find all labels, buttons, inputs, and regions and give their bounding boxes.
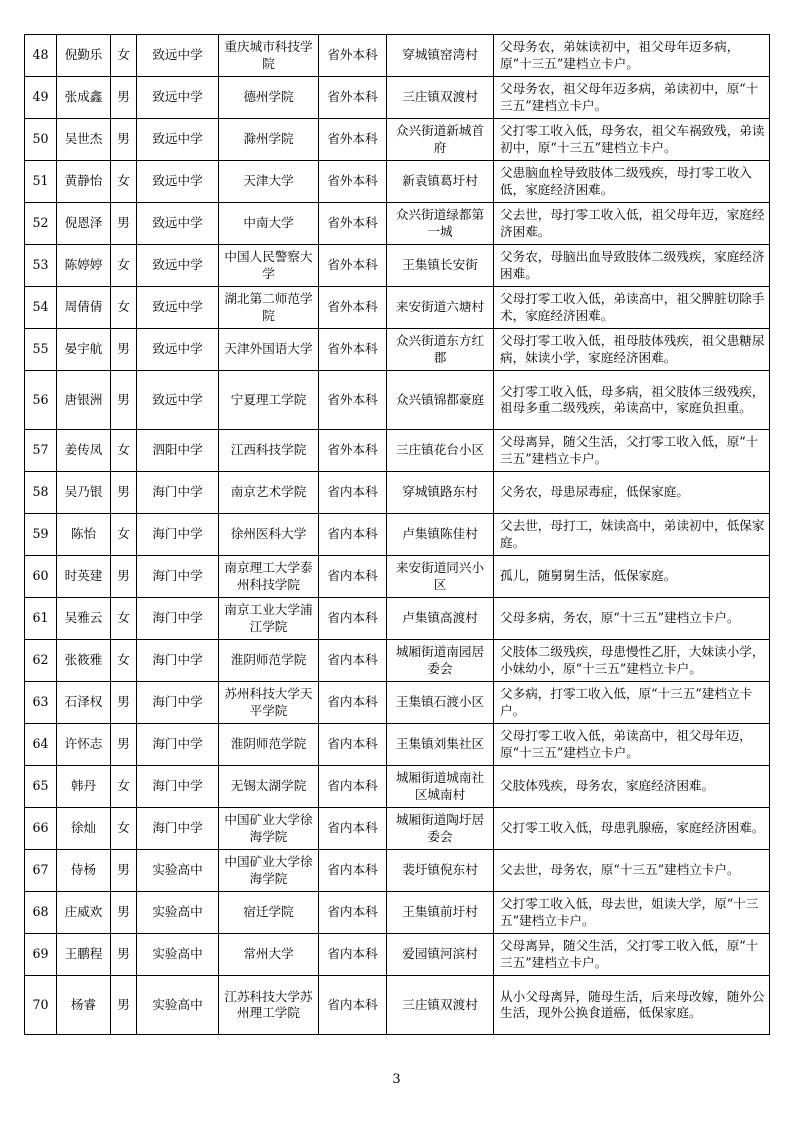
row-number: 53	[25, 245, 57, 287]
row-number: 65	[25, 766, 57, 808]
high-school: 海门中学	[137, 682, 219, 724]
admission-level: 省内本科	[319, 514, 387, 556]
home-address: 卢集镇高渡村	[387, 598, 494, 640]
university: 中南大学	[219, 203, 319, 245]
high-school: 致远中学	[137, 245, 219, 287]
table-row	[25, 430, 770, 472]
home-address: 新袁镇葛圩村	[387, 161, 494, 203]
table-row	[25, 119, 770, 161]
student-aid-table	[24, 34, 770, 1035]
admission-level: 省外本科	[319, 287, 387, 329]
student-name: 陈怡	[57, 514, 111, 556]
family-situation: 父母打零工收入低，祖母肢体残疾，祖父患糖尿病，妹读小学，家庭经济困难。	[494, 329, 770, 371]
gender: 女	[111, 808, 137, 850]
university: 江苏科技大学苏州理工学院	[219, 976, 319, 1035]
high-school: 海门中学	[137, 808, 219, 850]
row-number: 68	[25, 892, 57, 934]
high-school: 致远中学	[137, 119, 219, 161]
row-number: 54	[25, 287, 57, 329]
table-body	[25, 35, 770, 1035]
high-school: 海门中学	[137, 514, 219, 556]
family-situation: 父母打零工收入低，弟读高中，祖父脾脏切除手术，家庭经济困难。	[494, 287, 770, 329]
student-name: 庄威欢	[57, 892, 111, 934]
high-school: 致远中学	[137, 371, 219, 430]
table-row	[25, 724, 770, 766]
university: 无锡太湖学院	[219, 766, 319, 808]
table-row	[25, 203, 770, 245]
home-address: 王集镇石渡小区	[387, 682, 494, 724]
table-row	[25, 245, 770, 287]
table-row	[25, 35, 770, 77]
gender: 男	[111, 850, 137, 892]
row-number: 57	[25, 430, 57, 472]
high-school: 致远中学	[137, 35, 219, 77]
gender: 男	[111, 556, 137, 598]
university: 天津外国语大学	[219, 329, 319, 371]
table-row	[25, 640, 770, 682]
student-name: 张筱雅	[57, 640, 111, 682]
admission-level: 省内本科	[319, 934, 387, 976]
table-row	[25, 892, 770, 934]
family-situation: 父母务农，弟妹读初中，祖父母年迈多病，原“十三五”建档立卡户。	[494, 35, 770, 77]
student-name: 王鹏程	[57, 934, 111, 976]
student-name: 吴雅云	[57, 598, 111, 640]
home-address: 众兴街道绿都第一城	[387, 203, 494, 245]
high-school: 海门中学	[137, 766, 219, 808]
family-situation: 父去世，母务农，原“十三五”建档立卡户。	[494, 850, 770, 892]
student-name: 徐灿	[57, 808, 111, 850]
university: 淮阴师范学院	[219, 724, 319, 766]
table-row	[25, 766, 770, 808]
university: 苏州科技大学天平学院	[219, 682, 319, 724]
university: 南京理工大学泰州科技学院	[219, 556, 319, 598]
row-number: 58	[25, 472, 57, 514]
admission-level: 省内本科	[319, 682, 387, 724]
page-number: 3	[392, 1072, 401, 1087]
family-situation: 父患脑血栓导致肢体二级残疾，母打零工收入低，家庭经济困难。	[494, 161, 770, 203]
university: 南京艺术学院	[219, 472, 319, 514]
university: 常州大学	[219, 934, 319, 976]
home-address: 来安街道六塘村	[387, 287, 494, 329]
gender: 男	[111, 371, 137, 430]
family-situation: 父务农，母脑出血导致肢体二级残疾，家庭经济困难。	[494, 245, 770, 287]
home-address: 三庄镇双渡村	[387, 976, 494, 1035]
gender: 男	[111, 329, 137, 371]
student-name: 倪勤乐	[57, 35, 111, 77]
home-address: 王集镇前圩村	[387, 892, 494, 934]
gender: 男	[111, 976, 137, 1035]
table-row	[25, 161, 770, 203]
high-school: 致远中学	[137, 77, 219, 119]
student-name: 侍杨	[57, 850, 111, 892]
gender: 女	[111, 35, 137, 77]
admission-level: 省外本科	[319, 329, 387, 371]
student-name: 周倩倩	[57, 287, 111, 329]
gender: 男	[111, 724, 137, 766]
gender: 女	[111, 640, 137, 682]
row-number: 70	[25, 976, 57, 1035]
home-address: 众兴镇锦都豪庭	[387, 371, 494, 430]
family-situation: 父打零工收入低，母多病，祖父肢体三级残疾，祖母多重二级残疾，弟读高中，家庭负担重。	[494, 371, 770, 430]
row-number: 55	[25, 329, 57, 371]
admission-level: 省外本科	[319, 35, 387, 77]
university: 中国矿业大学徐海学院	[219, 808, 319, 850]
high-school: 实验高中	[137, 850, 219, 892]
high-school: 致远中学	[137, 161, 219, 203]
row-number: 49	[25, 77, 57, 119]
table-row	[25, 472, 770, 514]
family-situation: 父打零工收入低，母患乳腺癌，家庭经济困难。	[494, 808, 770, 850]
university: 江西科技学院	[219, 430, 319, 472]
gender: 男	[111, 892, 137, 934]
family-situation: 父肢体残疾，母务农，家庭经济困难。	[494, 766, 770, 808]
table-row	[25, 850, 770, 892]
home-address: 来安街道同兴小区	[387, 556, 494, 598]
student-name: 许怀志	[57, 724, 111, 766]
high-school: 实验高中	[137, 976, 219, 1035]
family-situation: 父打零工收入低，母去世，姐读大学，原“十三五”建档立卡户。	[494, 892, 770, 934]
high-school: 致远中学	[137, 287, 219, 329]
home-address: 卢集镇陈佳村	[387, 514, 494, 556]
gender: 男	[111, 119, 137, 161]
table-row	[25, 598, 770, 640]
row-number: 50	[25, 119, 57, 161]
family-situation: 父母离异，随父生活，父打零工收入低，原“十三五”建档立卡户。	[494, 430, 770, 472]
university: 滁州学院	[219, 119, 319, 161]
row-number: 63	[25, 682, 57, 724]
home-address: 裴圩镇倪东村	[387, 850, 494, 892]
student-name: 黄静怡	[57, 161, 111, 203]
home-address: 王集镇刘集社区	[387, 724, 494, 766]
home-address: 爱园镇河滨村	[387, 934, 494, 976]
high-school: 海门中学	[137, 724, 219, 766]
admission-level: 省内本科	[319, 472, 387, 514]
student-name: 韩丹	[57, 766, 111, 808]
home-address: 三庄镇花台小区	[387, 430, 494, 472]
row-number: 52	[25, 203, 57, 245]
family-situation: 父母务农，祖父母年迈多病，弟读初中，原“十三五”建档立卡户。	[494, 77, 770, 119]
gender: 女	[111, 598, 137, 640]
student-name: 倪恩泽	[57, 203, 111, 245]
university: 南京工业大学浦江学院	[219, 598, 319, 640]
gender: 男	[111, 77, 137, 119]
family-situation: 从小父母离异，随母生活，后来母改嫁，随外公生活，现外公换食道癌，低保家庭。	[494, 976, 770, 1035]
admission-level: 省内本科	[319, 892, 387, 934]
student-name: 唐银洲	[57, 371, 111, 430]
gender: 男	[111, 472, 137, 514]
student-name: 晏宇航	[57, 329, 111, 371]
university: 中国人民警察大学	[219, 245, 319, 287]
admission-level: 省内本科	[319, 850, 387, 892]
family-situation: 父打零工收入低，母务农，祖父车祸致残，弟读初中，原“十三五”建档立卡户。	[494, 119, 770, 161]
university: 淮阴师范学院	[219, 640, 319, 682]
gender: 女	[111, 430, 137, 472]
family-situation: 父去世，母打工，妹读高中，弟读初中，低保家庭。	[494, 514, 770, 556]
admission-level: 省内本科	[319, 808, 387, 850]
student-name: 吴乃银	[57, 472, 111, 514]
student-name: 石泽权	[57, 682, 111, 724]
table-row	[25, 934, 770, 976]
table-row	[25, 287, 770, 329]
home-address: 城厢街道陶圩居委会	[387, 808, 494, 850]
admission-level: 省内本科	[319, 976, 387, 1035]
university: 天津大学	[219, 161, 319, 203]
gender: 女	[111, 514, 137, 556]
admission-level: 省外本科	[319, 430, 387, 472]
university: 重庆城市科技学院	[219, 35, 319, 77]
gender: 女	[111, 287, 137, 329]
high-school: 致远中学	[137, 203, 219, 245]
admission-level: 省外本科	[319, 203, 387, 245]
table-row	[25, 808, 770, 850]
row-number: 51	[25, 161, 57, 203]
university: 湖北第二师范学院	[219, 287, 319, 329]
table-row	[25, 371, 770, 430]
row-number: 64	[25, 724, 57, 766]
family-situation: 父去世，母打零工收入低，祖父母年迈，家庭经济困难。	[494, 203, 770, 245]
admission-level: 省内本科	[319, 766, 387, 808]
table-row	[25, 556, 770, 598]
family-situation: 父母离异，随父生活，父打零工收入低，原“十三五”建档立卡户。	[494, 934, 770, 976]
admission-level: 省外本科	[319, 77, 387, 119]
admission-level: 省内本科	[319, 598, 387, 640]
row-number: 59	[25, 514, 57, 556]
student-name: 姜传凤	[57, 430, 111, 472]
row-number: 66	[25, 808, 57, 850]
gender: 男	[111, 203, 137, 245]
row-number: 67	[25, 850, 57, 892]
home-address: 穿城镇窑湾村	[387, 35, 494, 77]
gender: 男	[111, 682, 137, 724]
university: 中国矿业大学徐海学院	[219, 850, 319, 892]
home-address: 三庄镇双渡村	[387, 77, 494, 119]
university: 宁夏理工学院	[219, 371, 319, 430]
student-name: 陈婷婷	[57, 245, 111, 287]
high-school: 泗阳中学	[137, 430, 219, 472]
row-number: 60	[25, 556, 57, 598]
family-situation: 父多病，打零工收入低，原“十三五”建档立卡户。	[494, 682, 770, 724]
home-address: 城厢街道城南社区城南村	[387, 766, 494, 808]
home-address: 王集镇长安街	[387, 245, 494, 287]
high-school: 致远中学	[137, 329, 219, 371]
student-name: 张成鑫	[57, 77, 111, 119]
student-name: 吴世杰	[57, 119, 111, 161]
home-address: 众兴街道东方红郡	[387, 329, 494, 371]
high-school: 海门中学	[137, 472, 219, 514]
university: 德州学院	[219, 77, 319, 119]
table-row	[25, 329, 770, 371]
gender: 女	[111, 766, 137, 808]
gender: 男	[111, 934, 137, 976]
gender: 女	[111, 161, 137, 203]
high-school: 海门中学	[137, 598, 219, 640]
high-school: 海门中学	[137, 640, 219, 682]
admission-level: 省内本科	[319, 640, 387, 682]
table-row	[25, 682, 770, 724]
admission-level: 省外本科	[319, 119, 387, 161]
admission-level: 省外本科	[319, 245, 387, 287]
table-row	[25, 514, 770, 556]
row-number: 69	[25, 934, 57, 976]
gender: 女	[111, 245, 137, 287]
university: 徐州医科大学	[219, 514, 319, 556]
high-school: 海门中学	[137, 556, 219, 598]
row-number: 62	[25, 640, 57, 682]
family-situation: 父务农，母患尿毒症，低保家庭。	[494, 472, 770, 514]
high-school: 实验高中	[137, 892, 219, 934]
row-number: 61	[25, 598, 57, 640]
family-situation: 孤儿，随舅舅生活，低保家庭。	[494, 556, 770, 598]
home-address: 穿城镇路东村	[387, 472, 494, 514]
home-address: 众兴街道新城首府	[387, 119, 494, 161]
family-situation: 父肢体二级残疾，母患慢性乙肝，大妹读小学，小妹幼小，原“十三五”建档立卡户。	[494, 640, 770, 682]
row-number: 56	[25, 371, 57, 430]
admission-level: 省外本科	[319, 371, 387, 430]
family-situation: 父母多病，务农，原“十三五”建档立卡户。	[494, 598, 770, 640]
admission-level: 省外本科	[319, 161, 387, 203]
table-row	[25, 976, 770, 1035]
table-row	[25, 77, 770, 119]
high-school: 实验高中	[137, 934, 219, 976]
university: 宿迁学院	[219, 892, 319, 934]
admission-level: 省内本科	[319, 556, 387, 598]
family-situation: 父母打零工收入低，弟读高中，祖父母年迈，原“十三五”建档立卡户。	[494, 724, 770, 766]
student-name: 时英建	[57, 556, 111, 598]
student-name: 杨睿	[57, 976, 111, 1035]
home-address: 城厢街道南园居委会	[387, 640, 494, 682]
row-number: 48	[25, 35, 57, 77]
admission-level: 省内本科	[319, 724, 387, 766]
